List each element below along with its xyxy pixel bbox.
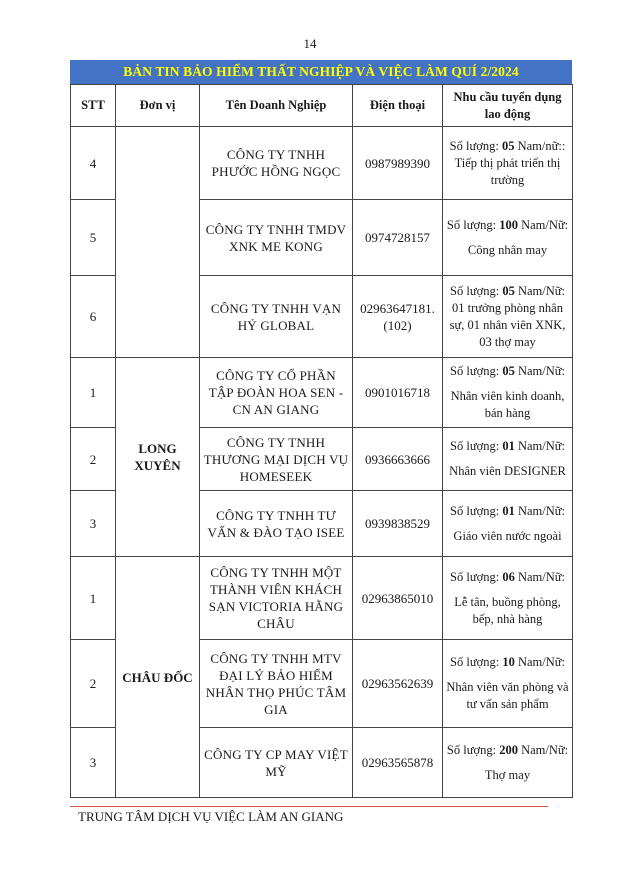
phone-number: 0987989390 <box>353 127 443 200</box>
company-name: CÔNG TY TNHH VẠN HỶ GLOBAL <box>200 276 353 358</box>
count-label: Số lượng: <box>450 569 503 584</box>
count-label: Số lượng: <box>450 655 503 669</box>
phone-number: 02963647181. (102) <box>353 276 443 358</box>
phone-number: 0974728157 <box>353 200 443 276</box>
bulletin-banner: BẢN TIN BẢO HIỂM THẤT NGHIỆP VÀ VIỆC LÀM QUÍ 2/2024 <box>70 60 572 84</box>
job-description: Giáo viên nước ngoài <box>453 528 562 543</box>
row-stt: 1 <box>71 358 116 428</box>
hiring-demand <box>443 428 573 491</box>
hiring-demand <box>443 728 573 798</box>
job-description: Nhân viên DESIGNER <box>449 464 566 478</box>
job-description: Lễ tân, buồng phòng, bếp, nhà hàng <box>454 594 561 626</box>
unit-cell: LONG XUYÊN <box>116 358 200 557</box>
company-name: CÔNG TY CP MAY VIỆT MỸ <box>200 728 353 798</box>
table-body <box>71 127 573 798</box>
header-phone: Điện thoại <box>353 85 443 127</box>
phone-number: 02963565878 <box>353 728 443 798</box>
count-suffix: Nam/nữ:: <box>514 138 566 153</box>
count-label: Số lượng: <box>450 283 503 298</box>
hiring-demand <box>443 358 573 428</box>
count-suffix: Nam/Nữ: <box>514 655 565 669</box>
unit-cell <box>116 127 200 358</box>
count-label: Số lượng: <box>450 364 503 378</box>
count-suffix: Nam/Nữ: <box>514 283 565 298</box>
hiring-demand <box>443 491 573 557</box>
header-unit: Đơn vị <box>116 85 200 127</box>
count-label: Số lượng: <box>450 439 503 453</box>
company-name: CÔNG TY TNHH TMDV XNK ME KONG <box>200 200 353 276</box>
count-suffix: Nam/Nữ: <box>517 742 569 757</box>
count-label: Số lượng: <box>446 217 500 232</box>
job-description: Thợ may <box>484 767 531 782</box>
table-row <box>71 557 573 640</box>
phone-number: 0901016718 <box>353 358 443 428</box>
header-demand: Nhu cầu tuyển dụng lao động <box>443 85 573 127</box>
company-name: CÔNG TY TNHH MỘT THÀNH VIÊN KHÁCH SẠN VICTORIA HẰNG CHÂU <box>200 557 353 640</box>
company-name: CÔNG TY TNHH PHƯỚC HỒNG NGỌC <box>200 127 353 200</box>
footer-organization: TRUNG TÂM DỊCH VỤ VIỆC LÀM AN GIANG <box>78 809 344 824</box>
count-value: 05 <box>501 138 515 153</box>
count-suffix: Nam/Nữ: <box>514 364 565 378</box>
footer-divider <box>70 806 548 807</box>
page-number: 14 <box>303 36 317 51</box>
phone-number: 0939838529 <box>353 491 443 557</box>
row-stt: 6 <box>71 276 116 358</box>
hiring-demand <box>443 557 573 640</box>
count-value: 05 <box>502 283 515 298</box>
hiring-count <box>446 363 569 380</box>
company-name: CÔNG TY CỔ PHẦN TẬP ĐOÀN HOA SEN - CN AN GIANG <box>200 358 353 428</box>
hiring-count <box>446 283 569 300</box>
row-stt: 2 <box>71 428 116 491</box>
company-name: CÔNG TY TNHH THƯƠNG MẠI DỊCH VỤ HOMESEEK <box>200 428 353 491</box>
header-company: Tên Doanh Nghiệp <box>200 85 353 127</box>
hiring-count <box>446 742 569 759</box>
hiring-count <box>446 654 569 671</box>
count-value: 05 <box>502 364 515 378</box>
table-row <box>71 358 573 428</box>
count-label: Số lượng: <box>450 503 503 518</box>
hiring-count <box>446 569 569 586</box>
row-stt: 2 <box>71 640 116 728</box>
count-suffix: Nam/Nữ: <box>514 569 565 584</box>
table-header-row <box>71 85 573 127</box>
table-row <box>71 127 573 200</box>
row-stt: 3 <box>71 491 116 557</box>
job-demand-table <box>70 84 573 798</box>
hiring-count <box>446 217 569 234</box>
job-description: 01 trưởng phòng nhân sự, 01 nhân viên XNK, 03 thợ may <box>449 300 566 349</box>
hiring-demand <box>443 640 573 728</box>
job-description: Nhân viên kinh doanh, bán hàng <box>450 389 565 420</box>
company-name: CÔNG TY TNHH MTV ĐẠI LÝ BẢO HIỂM NHÂN THỌ PHÚC TÂM GIA <box>200 640 353 728</box>
row-stt: 4 <box>71 127 116 200</box>
hiring-demand <box>443 127 573 200</box>
count-suffix: Nam/Nữ: <box>514 439 565 453</box>
count-label: Số lượng: <box>449 138 502 153</box>
hiring-count <box>446 138 569 155</box>
phone-number: 02963562639 <box>353 640 443 728</box>
count-value: 200 <box>499 742 518 757</box>
hiring-demand <box>443 200 573 276</box>
header-stt: STT <box>71 85 116 127</box>
count-value: 10 <box>502 655 515 669</box>
company-name: CÔNG TY TNHH TƯ VẤN & ĐÀO TẠO ISEE <box>200 491 353 557</box>
row-stt: 5 <box>71 200 116 276</box>
phone-number: 0936663666 <box>353 428 443 491</box>
row-stt: 1 <box>71 557 116 640</box>
job-description: Nhân viên văn phòng và tư vấn sản phẩm <box>446 680 569 711</box>
hiring-count <box>446 438 569 455</box>
hiring-demand <box>443 276 573 358</box>
count-value: 100 <box>499 217 518 232</box>
job-description: Công nhân may <box>467 242 548 257</box>
count-value: 01 <box>502 503 515 518</box>
count-suffix: Nam/Nữ: <box>517 217 569 232</box>
count-label: Số lượng: <box>446 742 500 757</box>
hiring-count <box>446 503 569 520</box>
count-suffix: Nam/Nữ: <box>514 503 565 518</box>
phone-number: 02963865010 <box>353 557 443 640</box>
row-stt: 3 <box>71 728 116 798</box>
job-description: Tiếp thị phát triển thị trường <box>454 155 561 187</box>
count-value: 01 <box>502 439 515 453</box>
unit-cell: CHÂU ĐỐC <box>116 557 200 798</box>
count-value: 06 <box>502 569 515 584</box>
